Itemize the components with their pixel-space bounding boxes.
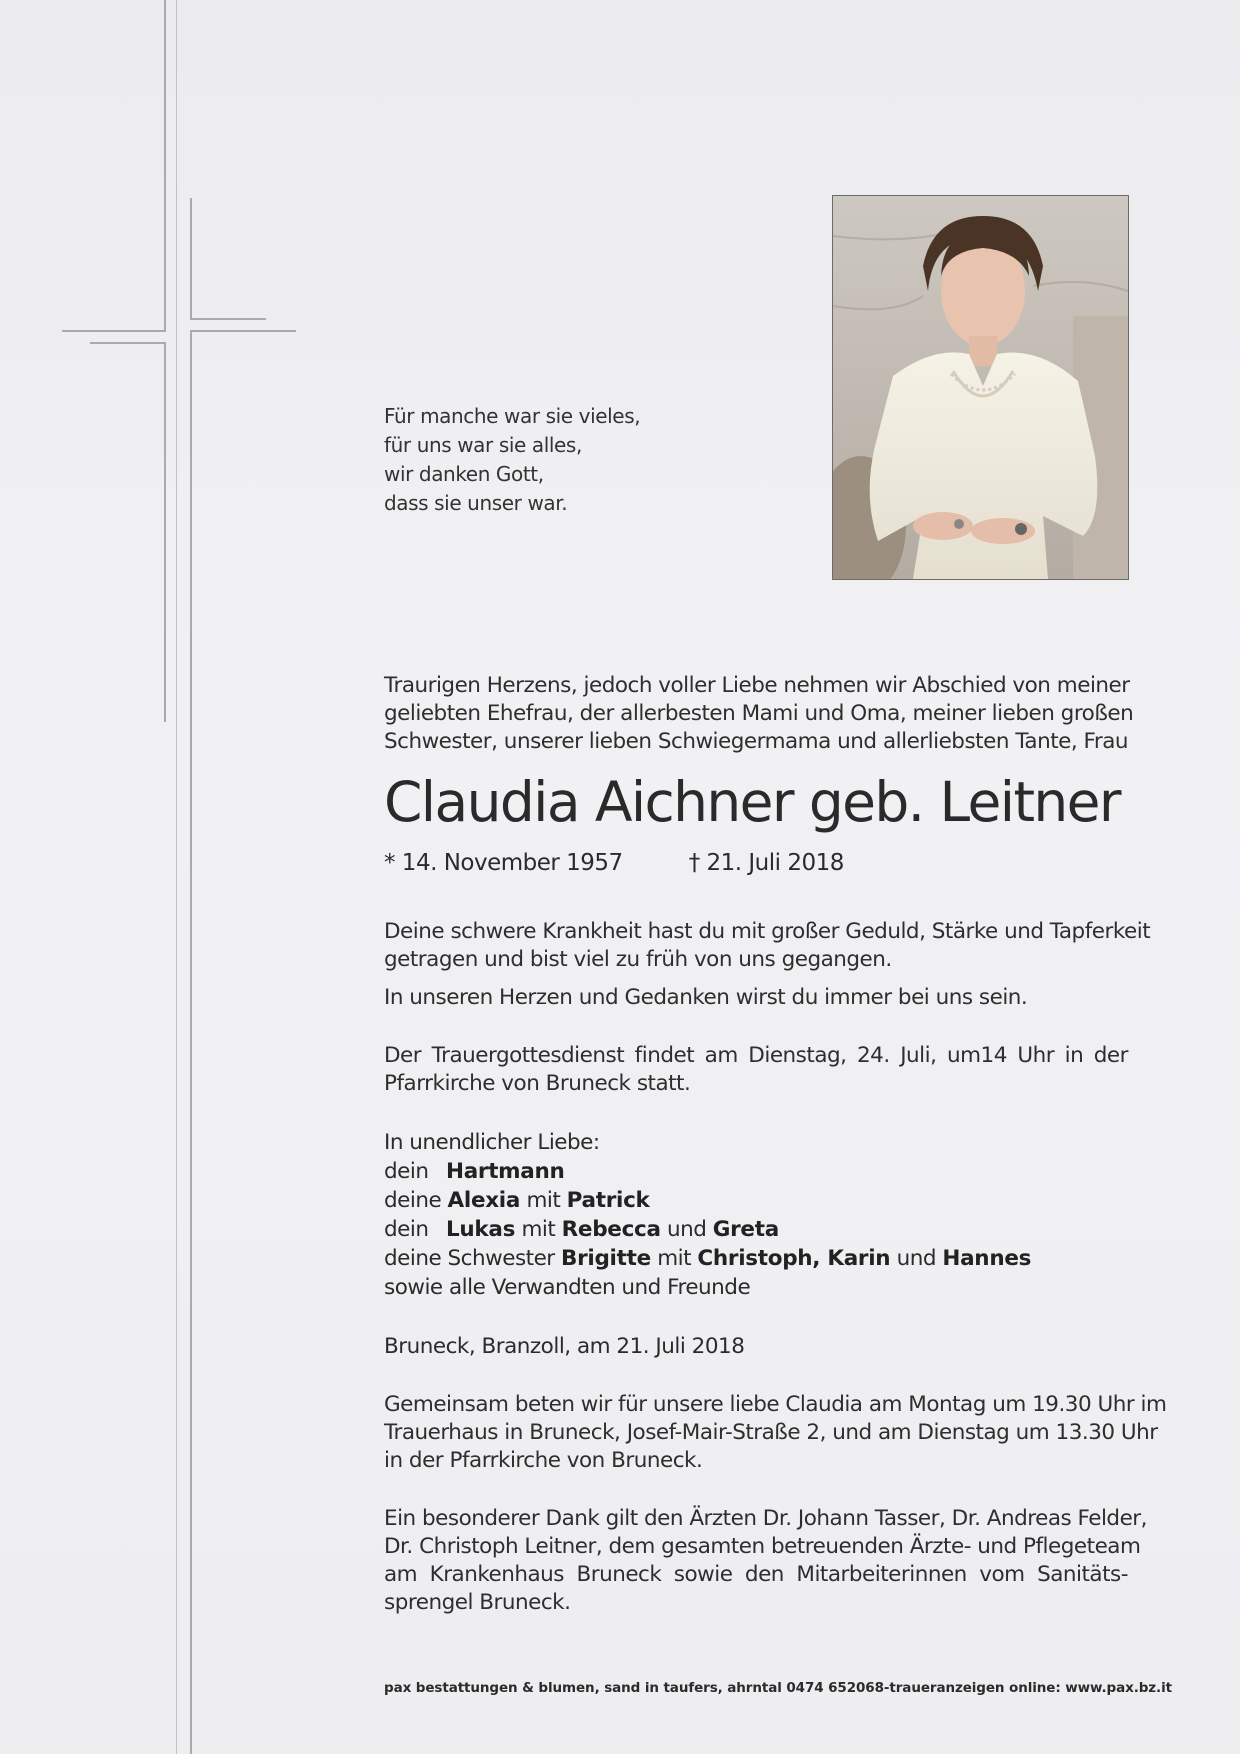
prayer-paragraph <box>384 1391 1167 1475</box>
mourners-heading: In unendlicher Liebe: <box>384 1130 600 1155</box>
cross-line <box>190 330 192 1754</box>
mourner-relation: deine <box>384 1188 442 1213</box>
intro-line: Schwester, unserer lieben Schwiegermama und allerliebsten Tante, Frau <box>384 729 1128 754</box>
service-line: Pfarrkirche von Bruneck statt. <box>384 1071 691 1096</box>
service-line: Der Trauergottesdienst findet am Dienstag, 24. Juli, um14 Uhr in der <box>384 1043 1128 1068</box>
mourner-connector: mit <box>521 1217 556 1242</box>
thanks-line: sprengel Bruneck. <box>384 1590 571 1615</box>
life-dates <box>384 848 1128 878</box>
hearts-text: In unseren Herzen und Gedanken wirst du immer bei uns sein. <box>384 985 1028 1010</box>
illness-line: getragen und bist viel zu früh von uns gegangen. <box>384 947 892 972</box>
portrait-illustration <box>833 196 1128 579</box>
service-paragraph <box>384 1042 1128 1098</box>
place-date: Bruneck, Branzoll, am 21. Juli 2018 <box>384 1334 745 1359</box>
thanks-line: Ein besonderer Dank gilt den Ärzten Dr. Johann Tasser, Dr. Andreas Felder, <box>384 1506 1147 1531</box>
mourner-connector: und <box>667 1217 707 1242</box>
cross-line <box>176 0 177 1754</box>
mourner-name: Hartmann <box>446 1159 565 1184</box>
mourner-relation: dein <box>384 1217 429 1242</box>
intro-line: Traurigen Herzens, jedoch voller Liebe nehmen wir Abschied von meiner <box>384 673 1130 698</box>
mourner-name: Patrick <box>566 1188 650 1213</box>
cross-line <box>90 342 166 344</box>
cross-line <box>164 0 166 332</box>
mourner-name: Brigitte <box>561 1246 651 1271</box>
prayer-line: Trauerhaus in Bruneck, Josef-Mair-Straße 2, und am Dienstag um 13.30 Uhr <box>384 1420 1158 1445</box>
prayer-line: Gemeinsam beten wir für unsere liebe Claudia am Montag um 19.30 Uhr im <box>384 1392 1167 1417</box>
verse <box>384 402 724 518</box>
verse-line: dass sie unser war. <box>384 491 568 515</box>
thanks-paragraph <box>384 1505 1147 1617</box>
intro-line: geliebten Ehefrau, der allerbesten Mami und Oma, meiner lieben großen <box>384 701 1134 726</box>
mourner-name: Lukas <box>446 1217 516 1242</box>
mourner-connector: mit <box>526 1188 561 1213</box>
mourner-connector: und <box>896 1246 937 1271</box>
cross-line <box>190 198 192 320</box>
mourner-row <box>384 1244 1128 1273</box>
mourner-relation: deine Schwester <box>384 1246 555 1271</box>
cross-line <box>62 330 166 332</box>
mourner-name: Greta <box>712 1217 779 1242</box>
mourner-row: sowie alle Verwandten und Freunde <box>384 1275 751 1300</box>
main-content <box>384 672 1167 1617</box>
mourner-name: Christoph, Karin <box>697 1246 891 1271</box>
cross-line <box>164 342 166 722</box>
cross-line <box>190 330 296 332</box>
mourner-connector: mit <box>657 1246 692 1271</box>
illness-line: Deine schwere Krankheit hast du mit großer Geduld, Stärke und Tapferkeit <box>384 919 1151 944</box>
thanks-line: am Krankenhaus Bruneck sowie den Mitarbeiterinnen vom Sanitäts- <box>384 1562 1128 1587</box>
mourner-row <box>384 1157 1128 1186</box>
mourner-name: Alexia <box>447 1188 521 1213</box>
prayer-line: in der Pfarrkirche von Bruneck. <box>384 1448 703 1473</box>
mourner-relation: dein <box>384 1159 429 1184</box>
mourner-name: Rebecca <box>561 1217 661 1242</box>
verse-line: wir danken Gott, <box>384 462 544 486</box>
death-date: † 21. Juli 2018 <box>688 850 844 876</box>
thanks-line: Dr. Christoph Leitner, dem gesamten betreuenden Ärzte- und Pflegeteam <box>384 1534 1141 1559</box>
mourner-row <box>384 1186 1128 1215</box>
birth-date: * 14. November 1957 <box>384 850 623 876</box>
cross-line <box>190 318 266 320</box>
deceased-name: Claudia Aichner geb. Leitner <box>384 770 1120 834</box>
portrait-photo <box>832 195 1129 580</box>
funeral-home-footer: pax bestattungen & blumen, sand in taufers, ahrntal 0474 652068-traueranzeigen online: www.pax.bz.it <box>384 1680 1172 1696</box>
hearts-line <box>384 984 1128 1012</box>
intro-paragraph <box>384 672 1134 756</box>
verse-line: für uns war sie alles, <box>384 433 582 457</box>
mourner-row <box>384 1215 1128 1244</box>
illness-paragraph <box>384 918 1151 974</box>
mourners-list <box>384 1128 1128 1302</box>
verse-line: Für manche war sie vieles, <box>384 404 641 428</box>
mourner-name: Hannes <box>942 1246 1032 1271</box>
